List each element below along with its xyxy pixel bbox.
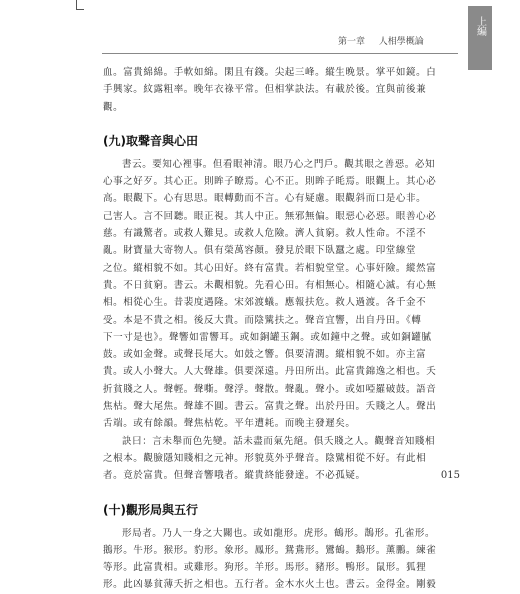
paragraph-form-elements: 形局者。乃人一身之大關也。或如龍形。虎形。鶴形。鵲形。孔雀形。 鵝形。牛形。猴形。豹形。象形。鳳形。鴛鴦形。鸞鶴。鵝形。薰鵬。練雀 等形。此富貴相。或雞形。狗形。羊形。馬形。豬形。鴨形。鼠形。狐狸 形。此凶暴貧薄夭折之相也。五行者。金木水火土也。書云。金得金。剛毅 [103,527,437,591]
section-title-form: (十)觀形局與五行 [103,502,198,517]
page-number: 015 [440,470,460,481]
section-title-voice: (九)取聲音與心田 [103,133,198,148]
running-header [338,34,458,50]
chapter-title: 人相學概論 [378,37,424,47]
part-tab [468,6,492,70]
paragraph-voice-mind: 書云。要知心裡事。但看眼神清。眼乃心之門戶。觀其眼之善惡。必知 心事之好歹。其心正。則眸子瞭焉。心不正。則眸子眊焉。眼觀上。其心必 高。眼觀下。心有思思。眼轉動而不言。心有疑慮。眼觀斜而口是心非。 己害人。言不回聽。眼正視。其人中正。無邪無偏。眼惡心必惡。眼善心必 慈。有識驚者。或救人難見。或救人危險。濟人貧窮。救人性命。不淫不 亂。財寶量大寄物人。俱有榮萬容顏。發見於眼下臥蠶之處。印堂線堂 之位。縱相貌不如。其心田好。終有富貴。若相貌堂堂。心事奸險。縱然富 貴。不日貧窮。書云。未觀相貌。先看心田。有相無心。相隨心滅。有心無 相。相從心生。昔裴度遇隆。宋郊渡蟻。應報扶危。救人過渡。各千金不 受。本是不貴之相。後反大貴。而陰騭扶之。聲音宜響，出自丹田。《轉 下一寸是也》。聲響如雷響耳。或如銅罐玉鋼。或如鐘中之聲。或如銅罐膩 鼓。或如金聲。或聲長尾大。如鼓之響。俱要清潤。縱相貌不如。亦主富 貴。或人小聲大。人大聲雄。俱要深遠。丹田所出。此富貴錦逸之相也。夭 折貧賤之人。聲輕。聲嘶。聲浮。聲散。聲亂。聲小。或如啞羅破鼓。語音 焦枯。聲大尾焦。聲雄不圓。書云。富貴之聲。出於丹田。夭賤之人。聲出 舌端。或有餘韻。聲焦枯乾。平年遭耗。而晚主發遲矣。 [103,158,437,430]
paragraph-formula: 訣曰：言未舉而色先變。話未盡而氣先絕。俱夭賤之人。觀聲音知賤相 之根本。觀臉隱知賤相之元神。形貌莫外乎聲音。陰騭相從不好。有此相 者。竟於富貴。但聲音響哦者。縱貴終能發達。不必孤疑。 [103,435,436,482]
part-tab-label: 上編 [474,16,486,36]
chapter-label: 第一章 [338,37,366,47]
crop-mark [76,0,84,10]
paragraph-continued: 血。富貴綿綿。手軟如綿。閑且有錢。尖起三峰。縱生晚景。掌平如鏡。白 手興家。紋露粗率。晚年衣祿平常。但相掌訣法。有載於後。宜與前後兼 觀。 [103,67,437,113]
header-rule [102,53,458,54]
